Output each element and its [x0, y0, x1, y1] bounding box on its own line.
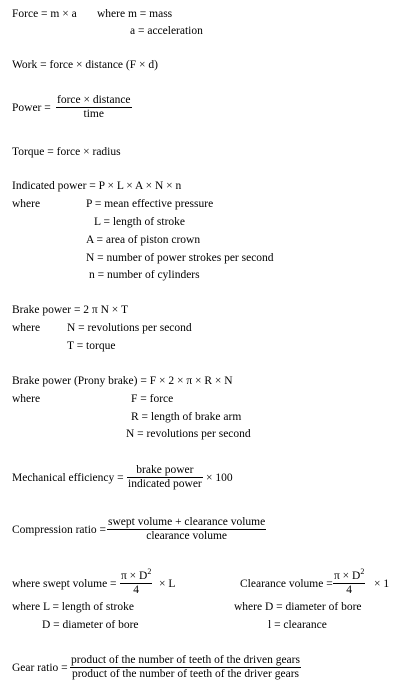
swept-where-l: where L = length of stroke — [12, 601, 134, 613]
indicated-power-where: where — [12, 198, 41, 210]
brake-power-where: where — [12, 322, 41, 334]
gear-ratio-fraction — [70, 654, 301, 681]
indicated-power-def-l: L = length of stroke — [94, 216, 186, 228]
swept-num-base: π × D — [121, 570, 148, 582]
swept-volume-rhs: × L — [159, 578, 176, 590]
indicated-power-formula: Indicated power = P × L × A × N × n — [12, 180, 182, 192]
compression-lhs: Compression ratio = — [12, 524, 107, 536]
indicated-power-def-n-strokes: N = number of power strokes per second — [86, 252, 274, 264]
mech-eff-fraction — [127, 464, 203, 491]
mech-eff-rhs: × 100 — [206, 472, 233, 484]
swept-volume-fraction — [120, 567, 152, 597]
clearance-volume-rhs: × 1 — [374, 578, 390, 590]
clearance-volume-numerator — [333, 567, 365, 583]
mech-eff-lhs: Mechanical efficiency = — [12, 472, 124, 484]
force-where-mass: where m = mass — [97, 8, 173, 20]
force-formula: Force = m × a — [12, 8, 77, 20]
power-fraction — [56, 94, 132, 121]
indicated-power-def-a: A = area of piston crown — [86, 234, 201, 246]
swept-volume-denominator: 4 — [120, 583, 152, 597]
prony-brake-def-n: N = revolutions per second — [126, 428, 251, 440]
swept-num-exponent: 2 — [147, 567, 152, 576]
gear-ratio-numerator: product of the number of teeth of the driven gears — [71, 654, 300, 666]
compression-fraction — [107, 516, 266, 543]
prony-brake-where: where — [12, 393, 41, 405]
force-acceleration-def: a = acceleration — [130, 25, 203, 37]
clearance-volume-denominator: 4 — [333, 583, 365, 597]
brake-power-def-n: N = revolutions per second — [67, 322, 192, 334]
torque-formula: Torque = force × radius — [12, 146, 121, 158]
work-formula: Work = force × distance (F × d) — [12, 59, 158, 71]
power-lhs: Power = — [12, 102, 51, 114]
compression-denominator: clearance volume — [107, 529, 266, 543]
brake-power-def-t: T = torque — [67, 340, 116, 352]
clearance-num-exponent: 2 — [360, 567, 365, 576]
power-numerator: force × distance — [57, 94, 131, 106]
prony-brake-def-r: R = length of brake arm — [131, 411, 242, 423]
gear-ratio-denominator: product of the number of teeth of the driver gears — [71, 668, 299, 680]
compression-numerator: swept volume + clearance volume — [108, 516, 266, 528]
prony-brake-def-f: F = force — [131, 393, 174, 405]
indicated-power-def-n-cylinders: n = number of cylinders — [89, 269, 200, 281]
prony-brake-formula: Brake power (Prony brake) = F × 2 × π × R × N — [12, 375, 233, 387]
power-denominator: time — [56, 107, 132, 121]
swept-volume-lhs: where swept volume = — [12, 578, 117, 590]
swept-def-d: D = diameter of bore — [42, 619, 139, 631]
clearance-def-l: l = clearance — [268, 619, 327, 631]
clearance-num-base: π × D — [334, 570, 361, 582]
swept-volume-numerator — [120, 567, 152, 583]
mech-eff-numerator: brake power — [136, 464, 194, 476]
gear-ratio-lhs: Gear ratio = — [12, 662, 68, 674]
brake-power-formula: Brake power = 2 π N × T — [12, 304, 128, 316]
indicated-power-def-p: P = mean effective pressure — [86, 198, 214, 210]
clearance-volume-fraction — [333, 567, 365, 597]
mech-eff-denominator: indicated power — [128, 478, 202, 490]
clearance-volume-lhs: Clearance volume = — [240, 578, 333, 590]
clearance-where-d: where D = diameter of bore — [234, 601, 362, 613]
